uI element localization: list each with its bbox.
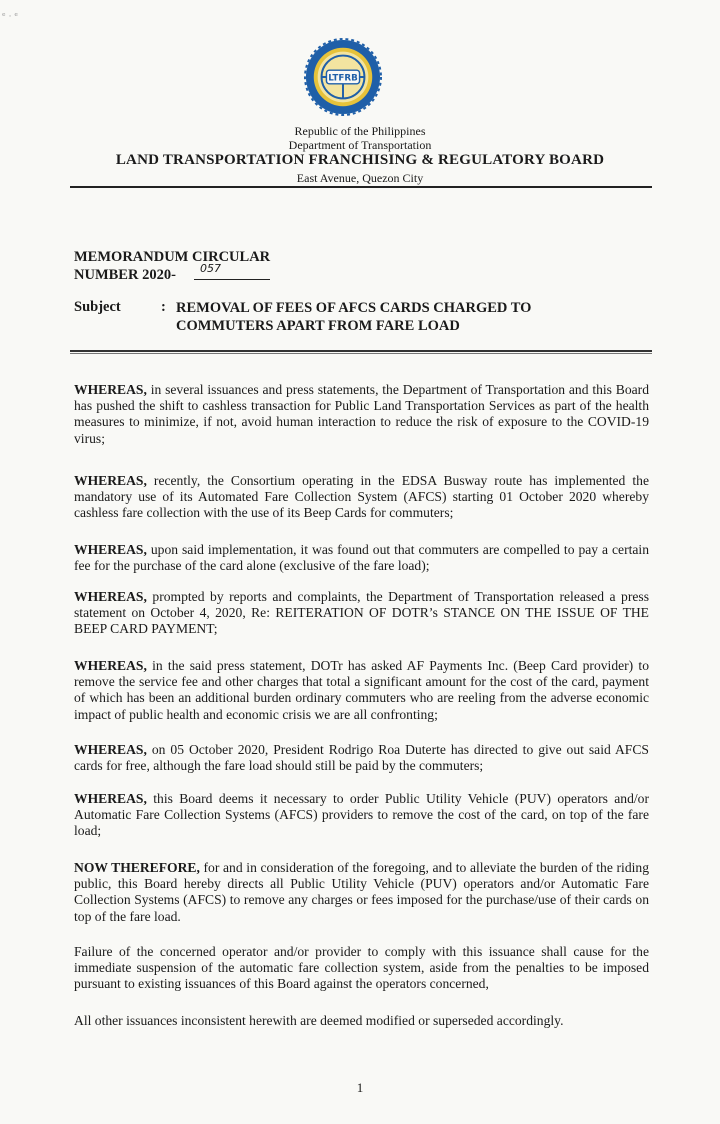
subject-divider — [70, 350, 652, 352]
paragraph-whereas-1: WHEREAS, in several issuances and press statements, the Department of Transportation and this Board has pushed the shift to cashless transaction for Public Land Transportation Services as part of the health measures to minimize, if not, avoid human interaction to reduce the risk of exposure to the COVID-19 virus; — [74, 382, 649, 446]
paragraph-whereas-5: WHEREAS, in the said press statement, DOTr has asked AF Payments Inc. (Beep Card provider) to remove the service fee and other charges that total a significant amount for the cost of the card, payment of which has been an additional burden ordinary commuters who are reeling from the adverse economic impact of public health and economic crisis we are all confronting; — [74, 658, 649, 722]
memo-number-label: NUMBER 2020- — [74, 267, 176, 283]
subject-text: REMOVAL OF FEES OF AFCS CARDS CHARGED TO COMMUTERS APART FROM FARE LOAD — [176, 300, 532, 334]
memo-title: MEMORANDUM CIRCULAR — [74, 249, 271, 265]
header-agency: LAND TRANSPORTATION FRANCHISING & REGULATORY BOARD — [115, 152, 605, 168]
paragraph-whereas-6: WHEREAS, on 05 October 2020, President Rodrigo Roa Duterte has directed to give out said AFCS cards for free, although the fare load should still be paid by the commuters; — [74, 742, 649, 774]
subject-label: Subject — [74, 299, 121, 315]
paragraph-penalty: Failure of the concerned operator and/or provider to comply with this issuance shall cause for the immediate suspension of the automatic fare collection system, aside from the penalties to be imposed pursuant to existing issuances of this Board against the operators concerned, — [74, 944, 649, 992]
paragraph-whereas-2: WHEREAS, recently, the Consortium operating in the EDSA Busway route has implemented the mandatory use of its Automated Fare Collection System (AFCS) starting 01 October 2020 whereby cashless fare collection with the use of its Beep Cards for commuters; — [74, 473, 649, 521]
scan-corner-mark: ᵉ · ᵉ — [2, 12, 19, 22]
page-number: 1 — [356, 1080, 364, 1095]
memo-number-handwritten: 057 — [194, 262, 270, 280]
paragraph-repealing: All other issuances inconsistent herewith are deemed modified or superseded accordingly. — [74, 1013, 564, 1028]
paragraph-whereas-4: WHEREAS, prompted by reports and complaints, the Department of Transportation released a press statement on October 4, 2020, Re: REITERATION OF DOTR’s STANCE ON THE ISSUE OF THE BEEP CARD PAYMENT; — [74, 589, 649, 637]
paragraph-now-therefore: NOW THEREFORE, for and in consideration of the foregoing, and to alleviate the burden of the riding public, this Board hereby directs all Public Utility Vehicle (PUV) operators and/or Automatic Fare Collection Systems (AFCS) to remove any charges or fees imposed for the purchase/use of their cards on top of the fare load. — [74, 860, 649, 924]
header-republic: Republic of the Philippines — [294, 124, 426, 138]
seal-logo-text: LTFRB — [328, 73, 358, 84]
paragraph-whereas-7: WHEREAS, this Board deems it necessary to order Public Utility Vehicle (PUV) operators and/or Automatic Fare Collection Systems (AFCS) providers to remove the cost of the card, on top of the fare load; — [74, 791, 649, 839]
header-department: Department of Transportation — [288, 138, 432, 152]
subject-divider-thin — [70, 353, 652, 354]
ltfrb-seal-logo — [304, 38, 382, 116]
subject-colon: : — [161, 299, 166, 315]
header-divider — [70, 186, 652, 188]
header-address: East Avenue, Quezon City — [296, 171, 424, 185]
paragraph-whereas-3: WHEREAS, upon said implementation, it was found out that commuters are compelled to pay a certain fee for the purchase of the card alone (exclusive of the fare load); — [74, 542, 649, 574]
